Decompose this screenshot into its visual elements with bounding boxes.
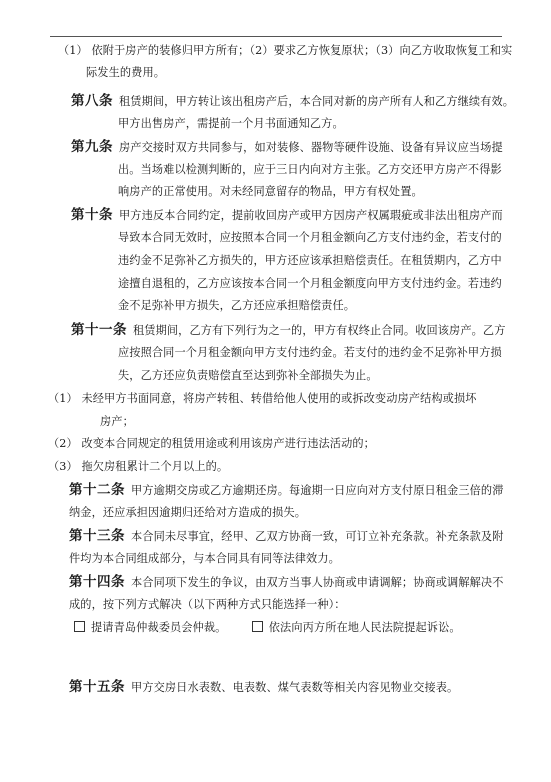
article-8-line-2: 甲方出售房产，需提前一个月书面通知乙方。 xyxy=(118,117,344,130)
article-14-line-2: 成的，按下列方式解决（以下两种方式只能选择一种）： xyxy=(69,598,346,611)
intro-line-2: 际发生的费用。 xyxy=(86,66,166,79)
article-11-text-1: 租赁期间，乙方有下列行为之一的，甲方有权终止合同。收回该房产。乙方 xyxy=(133,324,506,337)
article-14-heading: 第十四条 xyxy=(69,574,125,590)
article-10-heading: 第十条 xyxy=(71,207,113,223)
article-11-line-1 xyxy=(71,322,506,339)
article-13-text-1: 本合同未尽事宜，经甲、乙双方协商一致，可订立补充条款。补充条款及附 xyxy=(131,530,504,543)
article-9-line-1 xyxy=(71,139,503,156)
article-9-line-2: 出。当场难以检测判断的，应于三日内向对方主张。乙方交还甲方房产不得影 xyxy=(118,163,502,176)
article-14-line-1 xyxy=(69,574,504,591)
arbitration-option-label: 提请青岛仲裁委员会仲裁。 xyxy=(91,621,227,634)
article-11-item-3: （3） 拖欠房租累计二个月以上的。 xyxy=(48,460,229,473)
article-11-line-2: 应按照合同一个月租金额向甲方支付违约金。若支付的违约金不足弥补甲方损 xyxy=(118,346,502,359)
article-10-line-3: 违约金不足弥补乙方损失的，甲方还应该承担赔偿责任。在租赁期内，乙方中 xyxy=(118,254,502,267)
article-11-item-1-line-2: 房产； xyxy=(100,415,134,428)
article-12-line-1 xyxy=(69,482,504,499)
article-8-line-1 xyxy=(71,93,514,110)
article-10-line-1 xyxy=(71,207,503,224)
header-rule xyxy=(50,36,502,37)
article-14-text-1: 本合同项下发生的争议，由双方当事人协商或申请调解；协商或调解解决不 xyxy=(131,576,504,589)
article-13-heading: 第十三条 xyxy=(69,528,125,544)
article-10-line-2: 导致本合同无效时，应按照本合同一个月租金额向乙方支付违约金，若支付的 xyxy=(118,231,502,244)
article-10-line-5: 金不足弥补甲方损失，乙方还应承担赔偿责任。 xyxy=(118,299,356,312)
arbitration-checkbox[interactable] xyxy=(74,621,85,632)
article-9-text-1: 房产交接时双方共同参与，如对装修、器物等硬件设施、设备有异议应当场提 xyxy=(119,141,503,154)
intro-line-1: （1） 依附于房产的装修归甲方所有；（2）要求乙方恢复原状；（3）向乙方收取恢复工和实 xyxy=(58,44,513,57)
article-8-heading: 第八条 xyxy=(71,93,113,109)
article-15-line-1 xyxy=(69,679,458,696)
article-9-line-3: 响房产的正常使用。对未经同意留存的物品，甲方有权处置。 xyxy=(118,185,423,198)
article-11-line-3: 失，乙方还应负责赔偿直至达到弥补全部损失为止。 xyxy=(118,369,378,382)
article-12-line-2: 纳金，还应承担因逾期归还给对方造成的损失。 xyxy=(69,506,307,519)
article-10-text-1: 甲方违反本合同约定，提前收回房产或甲方因房产权属瑕疵或非法出租房产而 xyxy=(119,209,503,222)
article-12-text-1: 甲方逾期交房或乙方逾期还房。每逾期一日应向对方支付原日租金三倍的滞 xyxy=(131,484,504,497)
article-11-item-2: （2） 改变本合同规定的租赁用途或利用该房产进行违法活动的； xyxy=(48,437,375,450)
article-15-text-1: 甲方交房日水表数、电表数、煤气表数等相关内容见物业交接表。 xyxy=(131,681,459,694)
article-10-line-4: 途擅自退租的，乙方应该按本合同一个月租金额度向甲方支付违约金。若违约 xyxy=(118,277,502,290)
article-11-item-1-line-1: （1） 未经甲方书面同意，将房产转租、转借给他人使用的或拆改变动房产结构或损坏 xyxy=(48,392,477,405)
litigation-option-label: 依法向丙方所在地人民法院提起诉讼。 xyxy=(268,621,461,634)
article-13-line-2: 件均为本合同组成部分，与本合同具有同等法律效力。 xyxy=(69,552,340,565)
article-8-text-1: 租赁期间，甲方转让该出租房产后，本合同对新的房产所有人和乙方继续有效。 xyxy=(119,95,515,108)
article-13-line-1 xyxy=(69,528,504,545)
article-11-heading: 第十一条 xyxy=(71,322,127,338)
article-14-options xyxy=(74,620,461,636)
article-9-heading: 第九条 xyxy=(71,139,113,155)
litigation-checkbox[interactable] xyxy=(252,621,263,632)
article-15-heading: 第十五条 xyxy=(69,679,125,695)
article-12-heading: 第十二条 xyxy=(69,482,125,498)
